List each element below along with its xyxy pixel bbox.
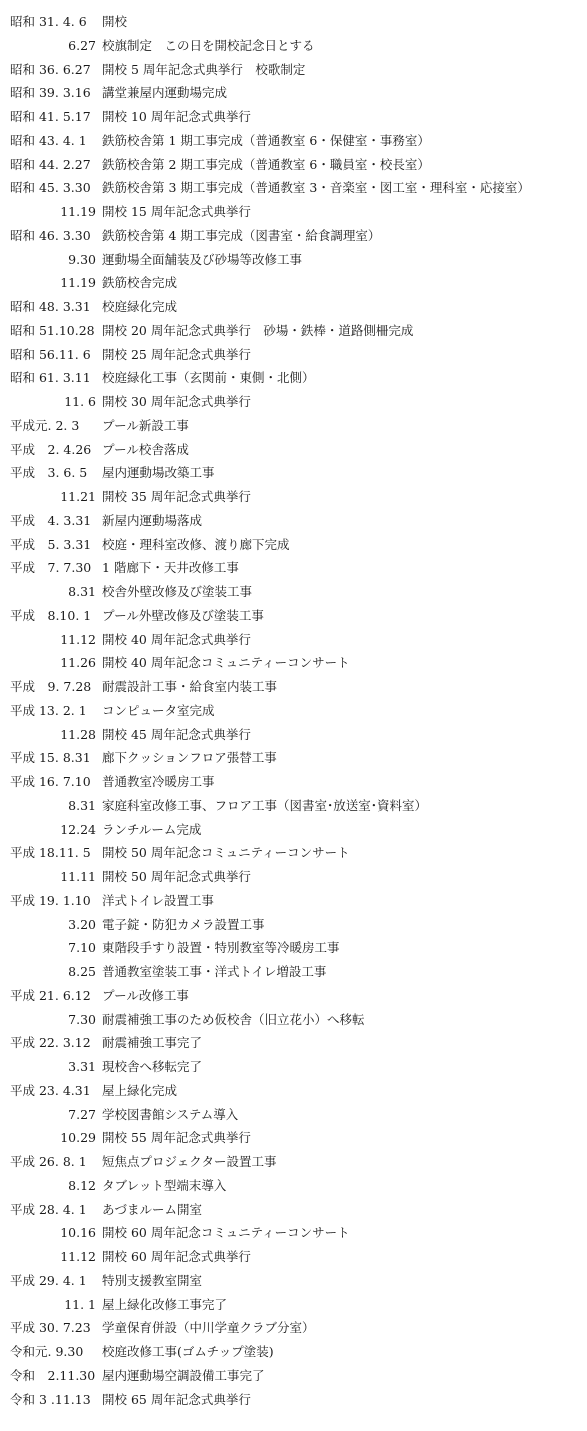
history-row: [10, 770, 587, 794]
history-row: [10, 841, 587, 865]
history-row: [10, 1126, 587, 1150]
history-date: 平成 4. 3.31: [10, 512, 92, 528]
history-date: 11.19: [60, 204, 96, 219]
history-row: [10, 200, 587, 224]
history-date: 3.20: [68, 916, 96, 932]
history-event: 開校 5 周年記念式典挙行 校歌制定: [102, 61, 306, 77]
history-row: [10, 1269, 587, 1293]
history-date: 8.31: [68, 797, 96, 813]
history-row: [10, 319, 587, 343]
history-row: [10, 1174, 587, 1198]
history-event: 校庭緑化完成: [102, 299, 178, 314]
history-row: [10, 699, 587, 723]
history-event: 現校舎へ移転完了: [102, 1059, 203, 1074]
history-event: 屋内運動場空調設備工事完了: [102, 1367, 265, 1383]
history-date: 令和元. 9.30: [10, 1344, 84, 1359]
history-row: [10, 1031, 587, 1055]
history-event: 電子錠・防犯カメラ設置工事: [102, 916, 265, 932]
history-event: プール改修工事: [102, 987, 189, 1003]
history-row: [10, 889, 587, 913]
history-event: 鉄筋校舎第 4 期工事完成（図書室・給食調理室）: [102, 227, 381, 243]
history-date: 平成 8.10. 1: [10, 607, 92, 623]
history-date: 平成 22. 3.12: [10, 1035, 91, 1051]
history-row: [10, 105, 587, 129]
history-date: 平成 21. 6.12: [10, 987, 91, 1003]
history-date: 3.31: [68, 1059, 96, 1074]
history-date: 11.11: [60, 869, 96, 884]
history-date: 11.26: [60, 655, 96, 671]
history-event: あづまルーム開室: [102, 1201, 203, 1217]
history-row: [10, 1364, 587, 1388]
school-history-list: [10, 10, 587, 1411]
history-event: 開校 60 周年記念コミュニティーコンサート: [102, 1225, 350, 1241]
history-event: コンピュータ室完成: [102, 702, 215, 718]
history-date: 昭和 51.10.28: [10, 322, 95, 338]
history-event: 校旗制定 この日を開校記念日とする: [102, 37, 315, 53]
history-date: 昭和 39. 3.16: [10, 85, 91, 101]
history-row: [10, 414, 587, 438]
history-row: [10, 129, 587, 153]
history-event: 開校 10 周年記念式典挙行: [102, 109, 251, 124]
history-date: 11.21: [60, 489, 96, 504]
history-row: [10, 723, 587, 747]
history-event: 新屋内運動場落成: [102, 512, 203, 528]
history-date: 8.31: [68, 584, 96, 599]
history-row: [10, 865, 587, 889]
history-event: ランチルーム完成: [102, 821, 202, 837]
history-date: 昭和 48. 3.31: [10, 299, 91, 314]
history-event: 校庭緑化工事（玄関前・東側・北側）: [102, 370, 315, 386]
history-date: 10.16: [60, 1225, 96, 1241]
history-event: プール校舎落成: [102, 441, 189, 457]
history-event: 屋上緑化改修工事完了: [102, 1296, 228, 1312]
history-event: 耐震設計工事・給食室内装工事: [102, 679, 278, 694]
history-row: [10, 438, 587, 462]
history-event: 東階段手すり設置・特別教室等冷暖房工事: [102, 940, 340, 956]
history-row: [10, 366, 587, 390]
history-event: 鉄筋校舎第 1 期工事完成（普通教室 6・保健室・事務室）: [102, 132, 430, 148]
history-row: [10, 153, 587, 177]
history-date: 平成 9. 7.28: [10, 679, 92, 694]
history-row: [10, 1340, 587, 1364]
history-date: 11.12: [60, 631, 96, 647]
history-event: 校舎外壁改修及び塗装工事: [102, 584, 253, 599]
history-row: [10, 1221, 587, 1245]
history-row: [10, 936, 587, 960]
history-date: 11.28: [60, 726, 96, 742]
history-event: 校庭改修工事(ゴムチップ塗装): [102, 1344, 274, 1359]
history-event: 開校 35 周年記念式典挙行: [102, 489, 251, 504]
history-date: 11. 1: [64, 1296, 96, 1312]
history-date: 平成 26. 8. 1: [10, 1154, 87, 1169]
history-event: 校庭・理科室改修、渡り廊下完成: [102, 536, 290, 552]
history-date: 平成 13. 2. 1: [10, 702, 87, 718]
history-date: 平成 30. 7.23: [10, 1320, 91, 1336]
history-row: [10, 1245, 587, 1269]
history-date: 12.24: [60, 821, 96, 837]
history-event: タブレット型端末導入: [102, 1177, 227, 1193]
history-date: 11. 6: [64, 394, 96, 409]
history-date: 6.27: [68, 37, 96, 53]
history-date: 10.29: [60, 1130, 96, 1146]
history-date: 昭和 43. 4. 1: [10, 132, 87, 148]
history-row: [10, 1103, 587, 1127]
history-row: [10, 295, 587, 319]
history-date: 昭和 41. 5.17: [10, 109, 91, 124]
history-row: [10, 509, 587, 533]
history-date: 9.30: [68, 251, 96, 267]
history-date: 昭和 45. 3.30: [10, 180, 91, 196]
history-event: 洋式トイレ設置工事: [102, 892, 214, 908]
history-date: 平成 2. 4.26: [10, 441, 92, 457]
history-event: 普通教室塗装工事・洋式トイレ増設工事: [102, 964, 327, 979]
history-row: [10, 1198, 587, 1222]
history-row: [10, 224, 587, 248]
history-date: 昭和 31. 4. 6: [10, 14, 87, 29]
history-row: [10, 913, 587, 937]
history-date: 平成 18.11. 5: [10, 845, 91, 861]
history-row: [10, 628, 587, 652]
history-event: 学校図書館システム導入: [102, 1106, 239, 1122]
history-row: [10, 1055, 587, 1079]
history-date: 平成 5. 3.31: [10, 536, 92, 552]
history-event: 開校 20 周年記念式典挙行 砂場・鉄棒・道路側柵完成: [102, 322, 414, 338]
history-date: 平成 7. 7.30: [10, 560, 92, 576]
history-date: 昭和 44. 2.27: [10, 156, 91, 172]
history-row: [10, 818, 587, 842]
history-date: 8.12: [68, 1177, 96, 1193]
history-event: 開校 65 周年記念式典挙行: [102, 1391, 251, 1407]
history-row: [10, 651, 587, 675]
history-row: [10, 81, 587, 105]
history-event: 屋内運動場改築工事: [102, 465, 215, 481]
history-date: 平成 15. 8.31: [10, 750, 91, 766]
history-row: [10, 1316, 587, 1340]
history-event: プール新設工事: [102, 417, 189, 433]
history-row: [10, 34, 587, 58]
history-event: 開校 15 周年記念式典挙行: [102, 204, 251, 219]
history-event: 鉄筋校舎完成: [102, 275, 178, 291]
history-event: 耐震補強工事のため仮校舎（旧立花小）へ移転: [102, 1011, 365, 1027]
history-event: 講堂兼屋内運動場完成: [102, 85, 228, 101]
history-date: 11.19: [60, 275, 96, 291]
history-row: [10, 675, 587, 699]
history-event: 学童保育併設（中川学童クラブ分室）: [102, 1320, 315, 1336]
history-row: [10, 176, 587, 200]
history-row: [10, 746, 587, 770]
history-row: [10, 461, 587, 485]
history-event: 普通教室冷暖房工事: [102, 774, 215, 789]
history-date: 令和 2.11.30: [10, 1367, 96, 1383]
history-row: [10, 604, 587, 628]
history-event: 開校 45 周年記念式典挙行: [102, 726, 251, 742]
history-row: [10, 58, 587, 82]
history-event: 屋上緑化完成: [102, 1082, 178, 1098]
history-event: 1 階廊下・天井改修工事: [102, 560, 239, 576]
history-row: [10, 1293, 587, 1317]
history-date: 平成 23. 4.31: [10, 1082, 91, 1098]
history-event: 短焦点プロジェクター設置工事: [102, 1154, 277, 1169]
history-event: 開校: [102, 14, 128, 29]
history-event: 耐震補強工事完了: [102, 1035, 203, 1051]
history-event: 廊下クッションフロア張替工事: [102, 750, 277, 766]
history-date: 8.25: [68, 964, 96, 979]
history-event: 開校 50 周年記念コミュニティーコンサート: [102, 845, 350, 861]
history-date: 昭和 56.11. 6: [10, 346, 91, 362]
history-event: 開校 25 周年記念式典挙行: [102, 346, 251, 362]
history-row: [10, 556, 587, 580]
history-row: [10, 1008, 587, 1032]
history-date: 7.10: [68, 940, 96, 956]
history-date: 平成 16. 7.10: [10, 774, 91, 789]
history-row: [10, 794, 587, 818]
history-row: [10, 1079, 587, 1103]
history-row: [10, 533, 587, 557]
history-date: 平成 29. 4. 1: [10, 1272, 87, 1288]
history-date: 令和 3 .11.13: [10, 1391, 91, 1407]
history-row: [10, 343, 587, 367]
history-event: 開校 55 周年記念式典挙行: [102, 1130, 251, 1146]
history-event: 特別支援教室開室: [102, 1272, 203, 1288]
history-event: 開校 50 周年記念式典挙行: [102, 869, 251, 884]
history-event: 鉄筋校舎第 2 期工事完成（普通教室 6・職員室・校長室）: [102, 156, 430, 172]
history-event: 開校 30 周年記念式典挙行: [102, 394, 251, 409]
history-row: [10, 248, 587, 272]
history-row: [10, 485, 587, 509]
history-date: 7.30: [68, 1011, 96, 1027]
history-row: [10, 1388, 587, 1412]
history-event: 開校 40 周年記念コミュニティーコンサート: [102, 655, 350, 671]
history-date: 昭和 36. 6.27: [10, 61, 91, 77]
history-date: 昭和 46. 3.30: [10, 227, 91, 243]
history-row: [10, 390, 587, 414]
history-event: 運動場全面舗装及び砂場等改修工事: [102, 251, 303, 267]
history-event: プール外壁改修及び塗装工事: [102, 607, 264, 623]
history-event: 開校 40 周年記念式典挙行: [102, 631, 251, 647]
history-event: 家庭科室改修工事、フロア工事（図書室･放送室･資料室）: [102, 797, 428, 813]
history-event: 開校 60 周年記念式典挙行: [102, 1249, 251, 1264]
history-row: [10, 580, 587, 604]
history-event: 鉄筋校舎第 3 期工事完成（普通教室 3・音楽室・図工室・理科室・応接室）: [102, 180, 530, 196]
history-row: [10, 1150, 587, 1174]
history-date: 平成 19. 1.10: [10, 892, 91, 908]
history-date: 昭和 61. 3.11: [10, 370, 91, 386]
history-date: 11.12: [60, 1249, 96, 1264]
history-row: [10, 10, 587, 34]
history-row: [10, 984, 587, 1008]
history-date: 平成元. 2. 3: [10, 417, 80, 433]
history-date: 平成 28. 4. 1: [10, 1201, 87, 1217]
history-row: [10, 271, 587, 295]
history-date: 平成 3. 6. 5: [10, 465, 88, 481]
history-date: 7.27: [68, 1106, 96, 1122]
history-row: [10, 960, 587, 984]
